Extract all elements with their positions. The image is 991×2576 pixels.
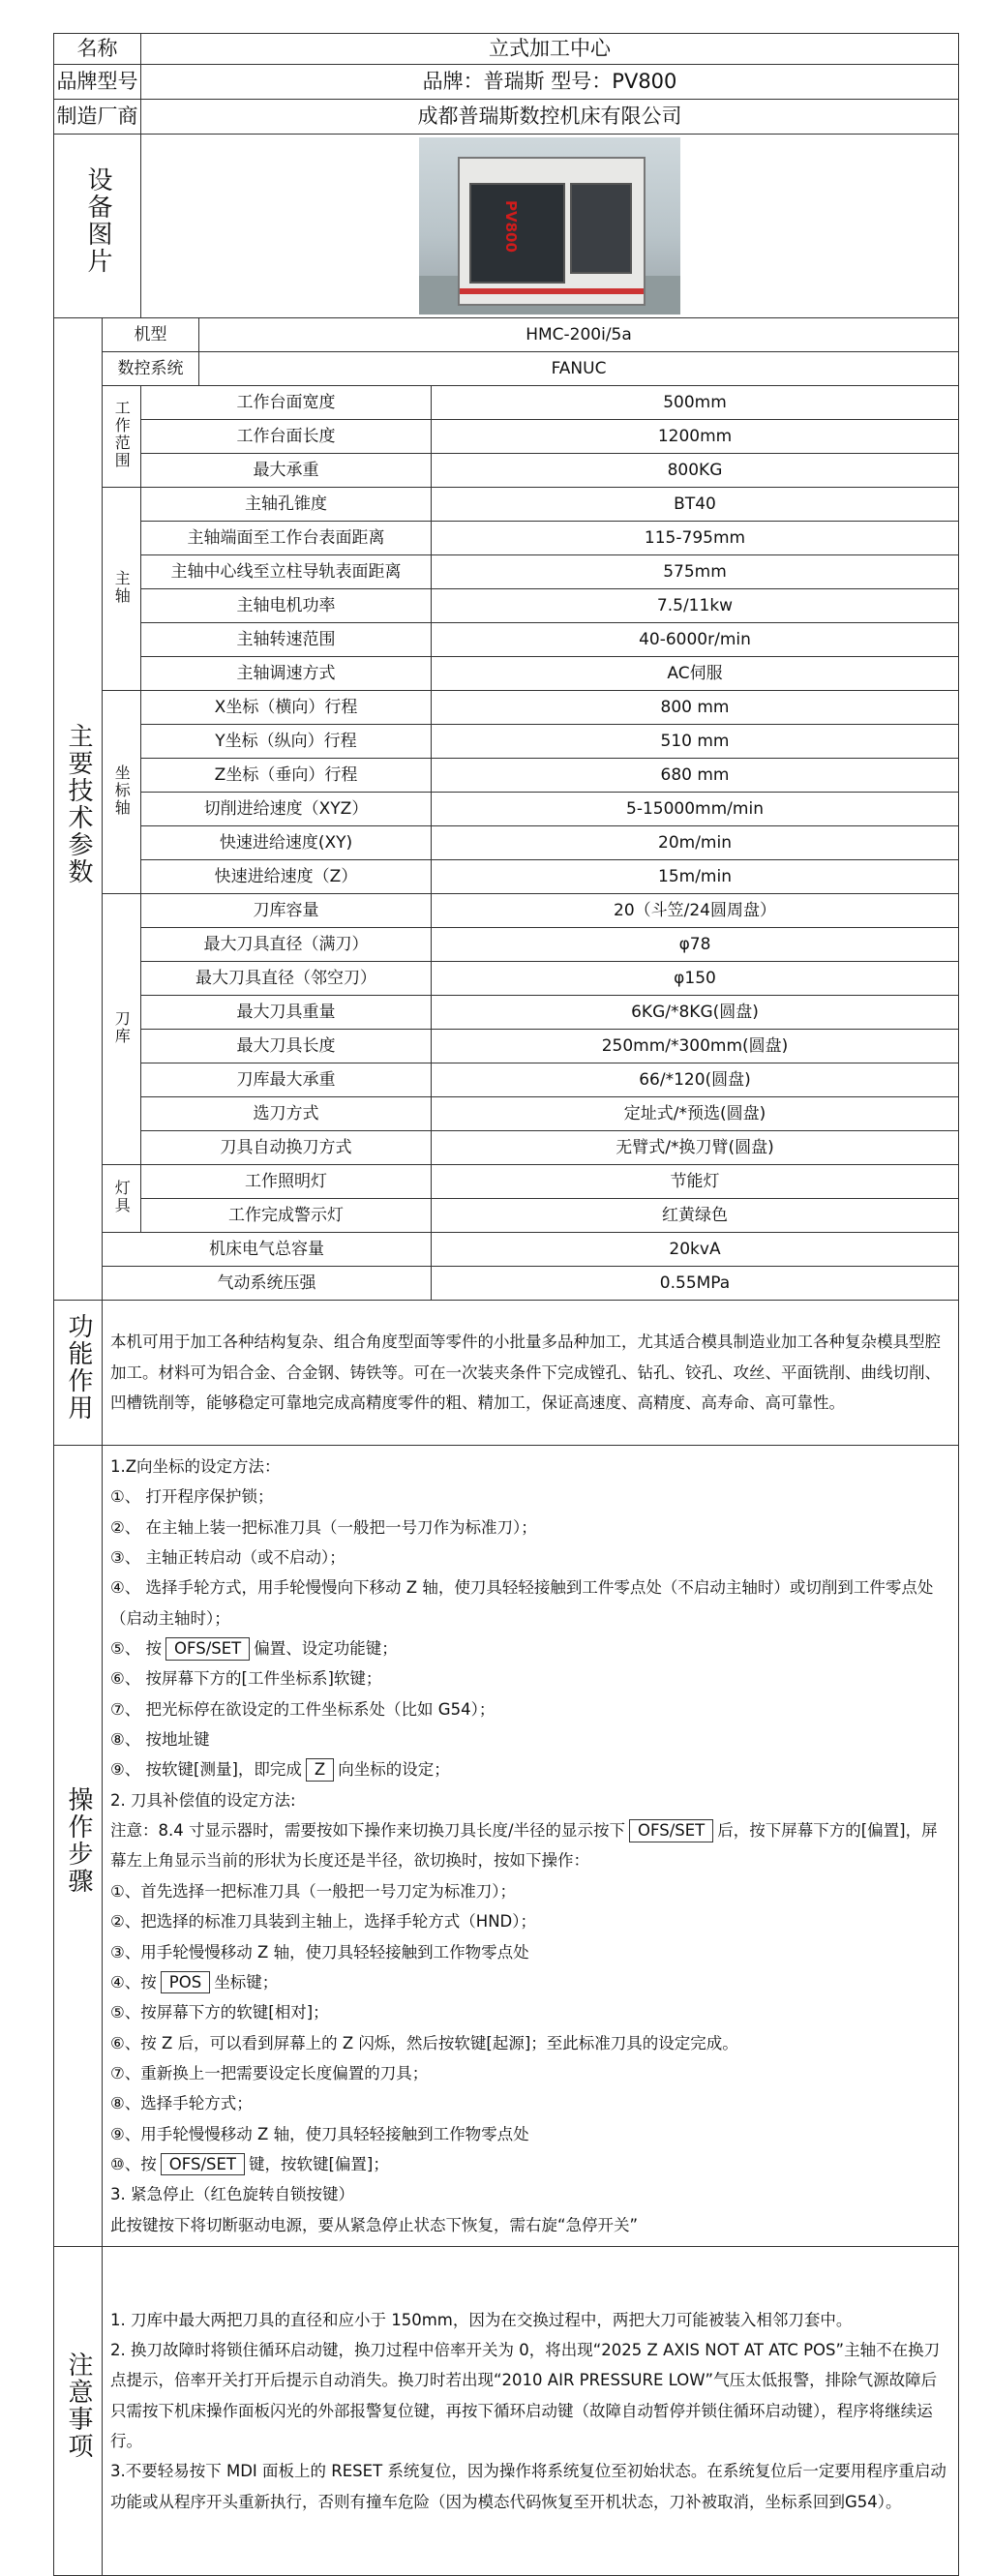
brand-value: 品牌：普瑞斯 型号：PV800 (141, 65, 959, 100)
spec-value: 节能灯 (432, 1165, 959, 1199)
spec-value: 500mm (432, 386, 959, 420)
function-paragraph: 本机可用于加工各种结构复杂、组合角度型面等零件的小批量多品种加工，尤其适合模具制造业加工各种复杂模具型腔加工。材料可为铝合金、合金钢、铸铁等。可在一次装夹条件下完成镗孔、钻孔、铰孔、攻丝、平面铣削、曲线切削、凹槽铣削等，能够稳定可靠地完成高精度零件的粗、精加工，保证高速度、高精度、高寿命、高可靠性。 (110, 1333, 941, 1413)
spec-row (54, 826, 959, 860)
maker-value: 成都普瑞斯数控机床有限公司 (141, 100, 959, 135)
function-label (54, 1301, 103, 1446)
power-value: 20kvA (432, 1233, 959, 1267)
spec-label: Y坐标（纵向）行程 (141, 725, 432, 759)
z-step-9 (110, 1754, 950, 1784)
spec-row (54, 420, 959, 454)
step-text: 后，按下屏幕下方的[偏置]，屏幕左上角显示当前的形状为长度还是半径，欲切换时，按如下操作： (110, 1821, 938, 1871)
spec-row (54, 1199, 959, 1233)
tool-step: ⑤、按屏幕下方的软键[相对]； (110, 2003, 329, 2022)
spec-value: 定址式/*预选(圆盘) (432, 1097, 959, 1131)
spec-row (54, 2246, 959, 2575)
notes-label (54, 2246, 103, 2575)
photo-label-text: 设备图片 (83, 166, 113, 276)
cnc-value: FANUC (199, 352, 959, 386)
spec-row (54, 454, 959, 488)
spec-row (54, 488, 959, 522)
z-step: ③、 主轴正转启动（或不启动）； (110, 1548, 345, 1568)
photo-brand-mark: PV800 (502, 200, 520, 253)
z-step: ④、 选择手轮方式，用手轮慢慢向下移动 Z 轴，使刀具轻轻接触到工件零点处（不启动主轴时）或切削到工件零点处（启动主轴时）； (110, 1578, 934, 1628)
tool-step: ②、把选择的标准刀具装到主轴上，选择手轮方式（HND）； (110, 1912, 536, 1932)
spec-group-label-text: 工作范围 (112, 400, 132, 470)
spec-label: 主轴转速范围 (141, 623, 432, 657)
spec-label: 刀库最大承重 (141, 1063, 432, 1097)
tool-step-4 (110, 1967, 950, 1997)
spec-label: 快速进给速度(XY) (141, 826, 432, 860)
spec-row (54, 352, 959, 386)
spec-value: 40-6000r/min (432, 623, 959, 657)
tool-step: ③、用手轮慢慢移动 Z 轴，使刀具轻轻接触到工作物零点处 (110, 1942, 529, 1962)
spec-value: BT40 (432, 488, 959, 522)
operation-text (103, 1446, 959, 2247)
spec-label: 主轴电机功率 (141, 589, 432, 623)
tool-step: ⑨、用手轮慢慢移动 Z 轴，使刀具轻轻接触到工作物零点处 (110, 2124, 529, 2143)
spec-group-label (103, 488, 141, 691)
spec-value: 7.5/11kw (432, 589, 959, 623)
note-item: 1. 刀库中最大两把刀具的直径和应小于 150mm，因为在交换过程中，两把大刀可能被装入相邻刀套中。 (110, 2310, 853, 2329)
spec-label: 最大刀具直径（邻空刀） (141, 962, 432, 996)
spec-group-label (103, 1165, 141, 1233)
step-text: 注意：8.4 寸显示器时，需要按如下操作来切换刀具长度/半径的显示按下 (110, 1821, 626, 1841)
spec-value: 5-15000mm/min (432, 793, 959, 826)
spec-label: 主轴中心线至立柱导轨表面距离 (141, 555, 432, 589)
maker-label: 制造厂商 (54, 100, 141, 135)
spec-row (54, 1063, 959, 1097)
key-label: POS (161, 1971, 210, 1993)
spec-label: 刀具自动换刀方式 (141, 1131, 432, 1165)
air-value: 0.55MPa (432, 1267, 959, 1301)
spec-row (54, 928, 959, 962)
spec-value: 800 mm (432, 691, 959, 725)
spec-row (54, 725, 959, 759)
spec-label: Z坐标（垂向）行程 (141, 759, 432, 793)
spec-value: 115-795mm (432, 522, 959, 555)
stop-title: 3. 紧急停止（红色旋转自锁按键） (110, 2185, 354, 2204)
spec-row (54, 1131, 959, 1165)
tool-step: ⑦、重新换上一把需要设定长度偏置的刀具； (110, 2063, 429, 2082)
spec-label: 主轴调速方式 (141, 657, 432, 691)
spec-row (54, 1097, 959, 1131)
spec-label: 切削进给速度（XYZ） (141, 793, 432, 826)
spec-value: AC伺服 (432, 657, 959, 691)
spec-value: 红黄绿色 (432, 1199, 959, 1233)
spec-row (54, 657, 959, 691)
spec-row (54, 386, 959, 420)
specs-section-label (54, 318, 103, 1301)
photo-machine (458, 157, 646, 306)
spec-value: 1200mm (432, 420, 959, 454)
spec-row (54, 589, 959, 623)
spec-value: 800KG (432, 454, 959, 488)
tool-step: ⑥、按 Z 后，可以看到屏幕上的 Z 闪烁，然后按软键[起源]；至此标准刀具的设定完成。 (110, 2033, 738, 2052)
spec-group-label (103, 894, 141, 1165)
spec-label: X坐标（横向）行程 (141, 691, 432, 725)
photo-label (54, 135, 141, 318)
spec-row (54, 522, 959, 555)
spec-row (54, 1446, 959, 2247)
spec-row (54, 1165, 959, 1199)
spec-row (54, 996, 959, 1030)
spec-value: φ150 (432, 962, 959, 996)
model-value: HMC-200i/5a (199, 318, 959, 352)
spec-row (54, 1301, 959, 1446)
z-step: ⑦、 把光标停在欲设定的工件坐标系处（比如 G54）； (110, 1699, 496, 1719)
spec-value: 15m/min (432, 860, 959, 894)
notes-text (103, 2246, 959, 2575)
spec-row (54, 555, 959, 589)
spec-group-label-text: 主轴 (112, 569, 132, 605)
step-text: ⑨、 按软键[测量]，即完成 (110, 1760, 302, 1780)
key-label: OFS/SET (629, 1819, 713, 1842)
spec-value: 66/*120(圆盘) (432, 1063, 959, 1097)
spec-value: 680 mm (432, 759, 959, 793)
operation-label (54, 1446, 103, 2247)
z-step-5 (110, 1633, 950, 1663)
spec-row (54, 1030, 959, 1063)
photo-stripe (460, 288, 644, 294)
spec-label: 选刀方式 (141, 1097, 432, 1131)
cnc-label: 数控系统 (103, 352, 199, 386)
spec-group-label (103, 691, 141, 894)
tool-step: ⑧、选择手轮方式； (110, 2094, 253, 2113)
spec-group-label-text: 坐标轴 (112, 764, 132, 817)
spec-value: 6KG/*8KG(圆盘) (432, 996, 959, 1030)
spec-label: 主轴端面至工作台表面距离 (141, 522, 432, 555)
z-title: 1.Z向坐标的设定方法： (110, 1457, 281, 1476)
spec-row (54, 793, 959, 826)
key-label: OFS/SET (165, 1637, 250, 1660)
note-item: 3.不要轻易按下 MDI 面板上的 RESET 系统复位，因为操作将系统复位至初始状态。在系统复位后一定要用程序重启动功能或从程序开头重新执行，否则有撞车危险（因为模态代码恢复至开机状态，刀补被取消，坐标系回到G54）。 (110, 2462, 946, 2511)
photo-control-panel (570, 183, 632, 274)
spec-value: 250mm/*300mm(圆盘) (432, 1030, 959, 1063)
spec-row (54, 894, 959, 928)
z-step: ①、 打开程序保护锁； (110, 1487, 274, 1507)
spec-row (54, 860, 959, 894)
spec-row (54, 1233, 959, 1267)
model-label: 机型 (103, 318, 199, 352)
z-step: ⑧、 按地址键 (110, 1730, 210, 1750)
note-item: 2. 换刀故障时将锁住循环启动键，换刀过程中倍率开关为 0，将出现“2025 Z AXIS NOT AT ATC POS”主轴不在换刀点提示，倍率开关打开后提示自动消失。换刀时若出现“2010 AIR PRESSURE LOW”气压太低报警，排除气源故障后只需按下机床操作面板闪光的外部报警复位键，再按下循环启动键（故障自动暂停并锁住循环启动键），程序将继续运行。 (110, 2341, 941, 2451)
spec-row (54, 623, 959, 657)
step-text: ⑤、 按 (110, 1639, 163, 1659)
spec-value: 20（斗笠/24圆周盘） (432, 894, 959, 928)
function-text (103, 1301, 959, 1446)
notes-label-text: 注意事项 (64, 2351, 94, 2461)
spec-label: 最大刀具直径（满刀） (141, 928, 432, 962)
function-label-text: 功能作用 (64, 1313, 94, 1423)
spec-label: 最大刀具重量 (141, 996, 432, 1030)
spec-label: 最大承重 (141, 454, 432, 488)
operation-label-text: 操作步骤 (64, 1786, 94, 1896)
spec-value: 无臂式/*换刀臂(圆盘) (432, 1131, 959, 1165)
spec-label: 工作台面长度 (141, 420, 432, 454)
spec-label: 工作照明灯 (141, 1165, 432, 1199)
photo-cell (141, 135, 959, 318)
spec-label: 工作台面宽度 (141, 386, 432, 420)
step-text: 向坐标的设定； (338, 1760, 450, 1780)
key-label: OFS/SET (161, 2153, 245, 2175)
spec-label: 最大刀具长度 (141, 1030, 432, 1063)
spec-value: φ78 (432, 928, 959, 962)
spec-value: 575mm (432, 555, 959, 589)
z-step: ②、 在主轴上装一把标准刀具（一般把一号刀作为标准刀）； (110, 1517, 537, 1537)
brand-label: 品牌型号 (54, 65, 141, 100)
name-label: 名称 (54, 34, 141, 65)
spec-value: 20m/min (432, 826, 959, 860)
tool-step: ①、首先选择一把标准刀具（一般把一号刀定为标准刀）； (110, 1881, 517, 1901)
specs-section-label-text: 主要技术参数 (64, 722, 94, 885)
step-text: ⑩、按 (110, 2154, 157, 2173)
spec-label: 主轴孔锥度 (141, 488, 432, 522)
name-value: 立式加工中心 (141, 34, 959, 65)
spec-sheet-table (53, 33, 959, 2576)
z-step: ⑥、 按屏幕下方的[工件坐标系]软键； (110, 1669, 382, 1689)
step-text: 偏置、设定功能键； (254, 1639, 398, 1659)
tool-note (110, 1815, 950, 1876)
spec-group-label-text: 刀库 (112, 1009, 132, 1045)
step-text: 键，按软键[偏置]； (249, 2154, 389, 2173)
step-text: 坐标键； (214, 1972, 279, 1992)
spec-row (54, 962, 959, 996)
spec-row (54, 318, 959, 352)
step-text: ④、按 (110, 1972, 157, 1992)
stop-text: 此按键按下将切断驱动电源，要从紧急停止状态下恢复，需右旋“急停开关” (110, 2215, 639, 2234)
power-label: 机床电气总容量 (103, 1233, 432, 1267)
machine-photo (419, 137, 680, 315)
air-label: 气动系统压强 (103, 1267, 432, 1301)
spec-row (54, 1267, 959, 1301)
spec-group-label-text: 灯具 (112, 1179, 132, 1214)
spec-label: 工作完成警示灯 (141, 1199, 432, 1233)
spec-group-label (103, 386, 141, 488)
tool-step-10 (110, 2149, 950, 2179)
spec-row (54, 691, 959, 725)
spec-label: 刀库容量 (141, 894, 432, 928)
tool-title: 2. 刀具补偿值的设定方法: (110, 1790, 296, 1810)
key-label: Z (306, 1758, 334, 1781)
spec-label: 快速进给速度（Z） (141, 860, 432, 894)
spec-row (54, 759, 959, 793)
spec-value: 510 mm (432, 725, 959, 759)
